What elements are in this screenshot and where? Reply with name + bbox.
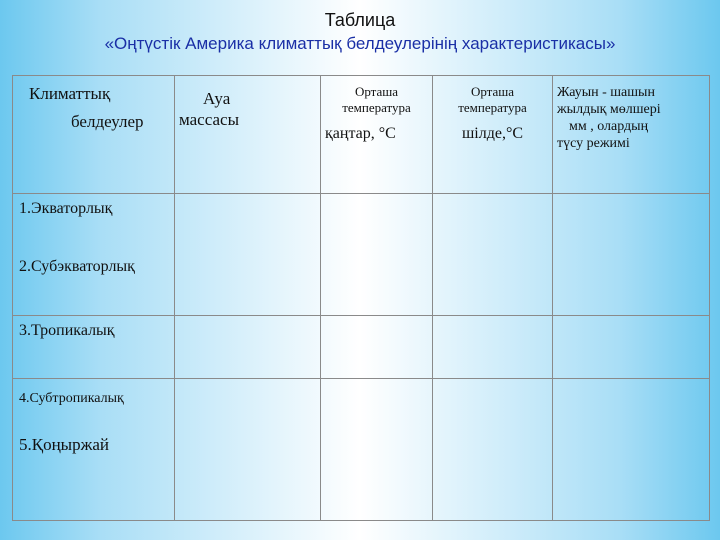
row-label-equatorial: 1.Экваторлық — [19, 200, 113, 217]
table-cell[interactable] — [321, 379, 433, 521]
page-title: Таблица — [324, 10, 396, 30]
header-precipitation — [553, 76, 710, 194]
table-cell[interactable] — [553, 379, 710, 521]
row-label-cell — [13, 379, 175, 521]
header-precipitation-line2: жылдық мөлшері — [557, 102, 661, 117]
header-climate-zones-line1: Климаттық — [29, 84, 111, 103]
header-air-mass-line1: Ауа — [203, 89, 231, 108]
table-cell[interactable] — [433, 379, 553, 521]
row-label-subequatorial: 2.Субэкваторлық — [19, 258, 135, 275]
header-jan-temp-line1: Орташа — [354, 84, 399, 99]
row-label-subtropical: 4.Субтропикалық — [19, 391, 124, 406]
table-cell[interactable] — [553, 316, 710, 379]
table-row — [13, 316, 710, 379]
header-jul-temp-line3: шілде,°С — [461, 125, 524, 142]
table-cell[interactable] — [175, 379, 321, 521]
header-jan-temp-line3: қаңтар, °С — [325, 125, 396, 142]
table-cell[interactable] — [175, 194, 321, 316]
header-precipitation-line4: түсу режимі — [557, 136, 630, 151]
table-row — [13, 194, 710, 316]
row-label-cell — [13, 194, 175, 316]
header-row — [13, 76, 710, 194]
header-air-mass-line2: массасы — [179, 110, 239, 129]
table-cell[interactable] — [433, 194, 553, 316]
header-jan-temp-line2: температура — [342, 100, 411, 115]
page-subtitle: «Оңтүстік Америка климаттық белдеулерінің характеристикасы» — [104, 34, 616, 53]
header-jan-temp — [321, 76, 433, 194]
climate-zones-table — [12, 75, 710, 521]
header-precipitation-line3: мм , олардың — [569, 119, 649, 134]
table-row — [13, 379, 710, 521]
row-label-cell — [13, 316, 175, 379]
title-block — [0, 8, 720, 56]
header-precipitation-line1: Жауын - шашын — [557, 85, 655, 100]
header-climate-zones-line2: белдеулер — [71, 112, 144, 131]
header-jul-temp-line2: температура — [458, 100, 527, 115]
header-air-mass — [175, 76, 321, 194]
header-jul-temp — [433, 76, 553, 194]
table-cell[interactable] — [321, 316, 433, 379]
row-label-temperate: 5.Қоңыржай — [19, 435, 109, 454]
table-cell[interactable] — [175, 316, 321, 379]
table-cell[interactable] — [433, 316, 553, 379]
header-climate-zones — [13, 76, 175, 194]
table-cell[interactable] — [553, 194, 710, 316]
table-cell[interactable] — [321, 194, 433, 316]
header-jul-temp-line1: Орташа — [470, 84, 515, 99]
row-label-tropical: 3.Тропикалық — [19, 322, 115, 339]
